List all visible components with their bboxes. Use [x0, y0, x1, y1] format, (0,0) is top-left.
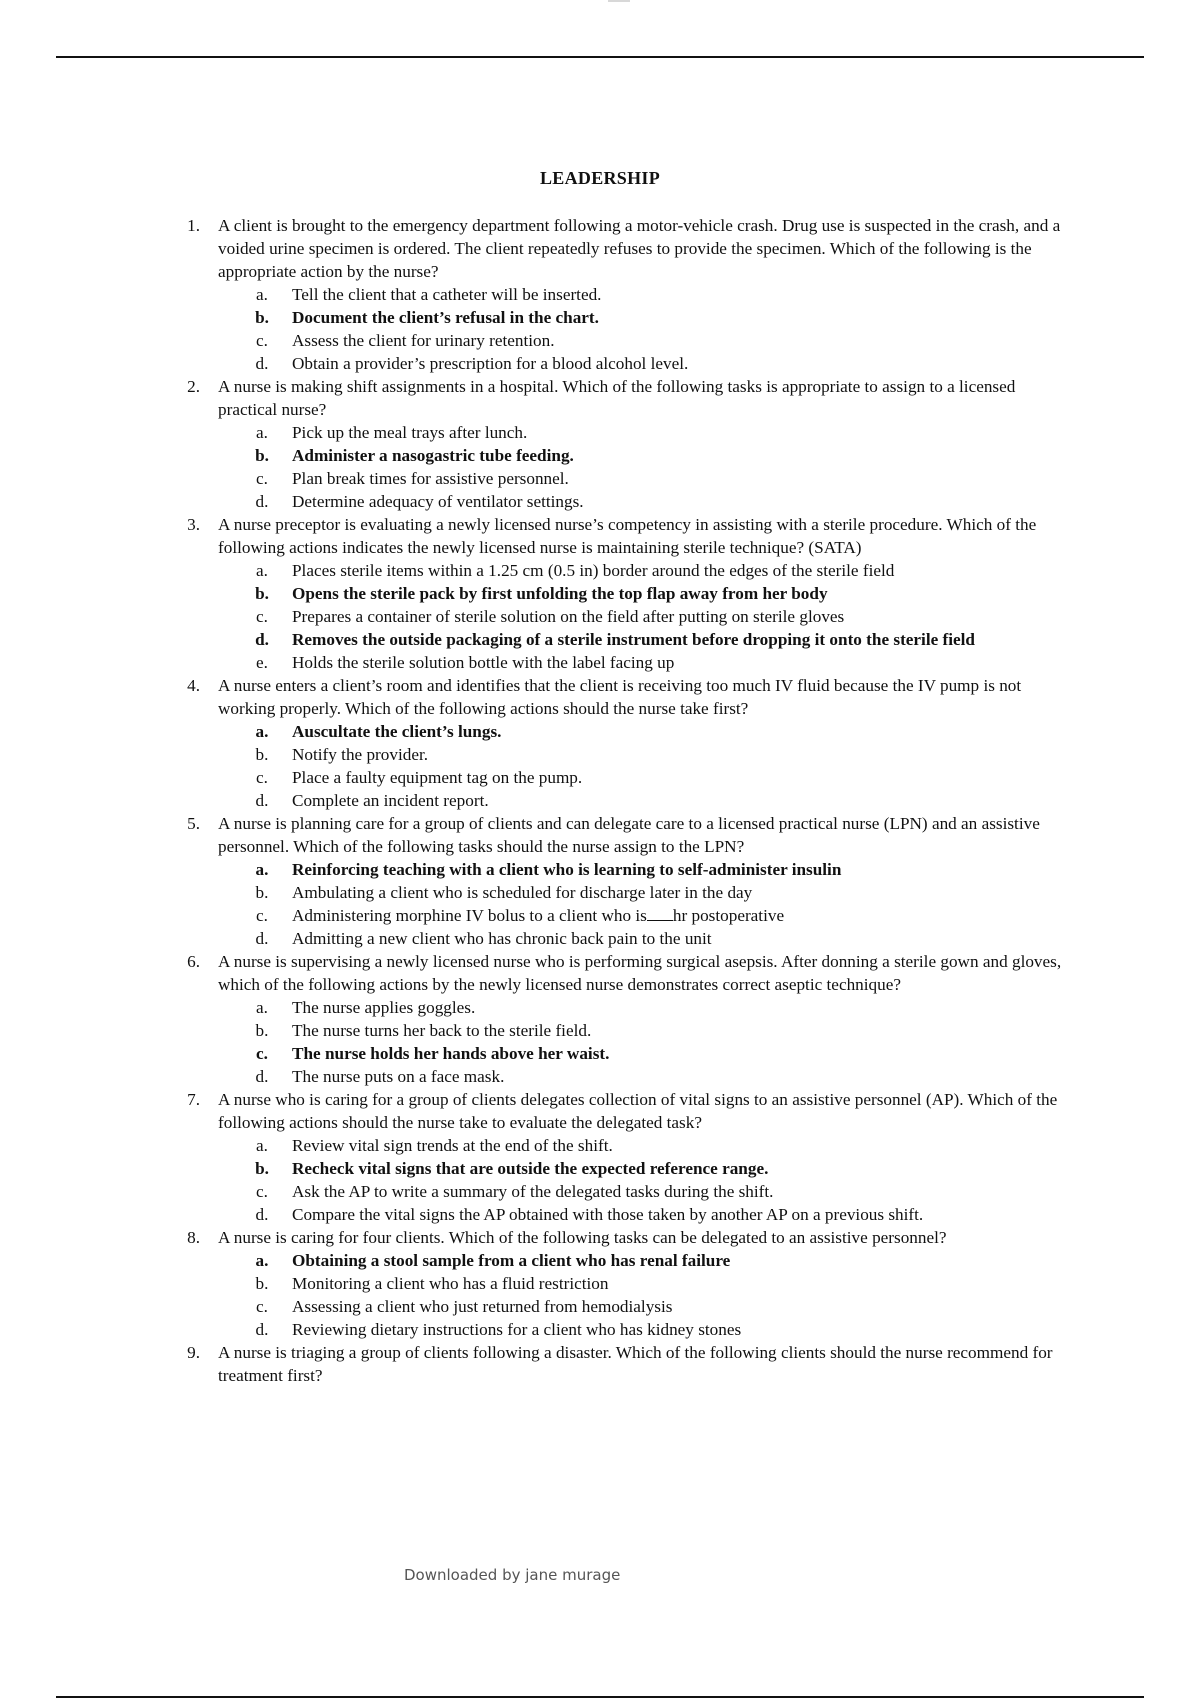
- document-title: LEADERSHIP: [539, 168, 661, 188]
- option-list: [218, 559, 1076, 674]
- header-rule: [56, 56, 1144, 58]
- option-text: Place a faulty equipment tag on the pump.: [292, 768, 583, 787]
- option-2a: [218, 421, 1076, 444]
- option-list: [218, 1249, 1076, 1341]
- option-text: The nurse puts on a face mask.: [292, 1067, 505, 1086]
- question-text: A client is brought to the emergency department following a motor-vehicle crash. Drug use is suspected in the crash, and a voided urine specimen is ordered. The client repeatedly refuses to provide the specimen. Which of the following is the appropriate action by the nurse?: [218, 216, 1061, 281]
- option-letter: c.: [256, 768, 268, 787]
- option-6c-answer: [218, 1042, 1076, 1065]
- option-6a: [218, 996, 1076, 1019]
- question-text: A nurse is caring for four clients. Which of the following tasks can be delegated to an assistive personnel?: [218, 1228, 947, 1247]
- option-text: The nurse holds her hands above her waist.: [292, 1044, 610, 1063]
- option-text: Determine adequacy of ventilator settings.: [292, 492, 584, 511]
- option-letter: c.: [256, 1182, 268, 1201]
- page-top-mark: [608, 0, 630, 2]
- option-text: Tell the client that a catheter will be inserted.: [292, 285, 602, 304]
- option-letter: d.: [255, 354, 269, 373]
- option-letter: a.: [256, 1136, 268, 1155]
- option-8b: [218, 1272, 1076, 1295]
- option-text: Complete an incident report.: [292, 791, 489, 810]
- question-number: 2.: [187, 377, 200, 396]
- option-3e: [218, 651, 1076, 674]
- download-footer: Downloaded by jane murage: [404, 1566, 621, 1584]
- option-letter: d.: [255, 1320, 269, 1339]
- option-text: Plan break times for assistive personnel.: [292, 469, 569, 488]
- option-text-before-blank: Administering morphine IV bolus to a client who is: [292, 906, 647, 925]
- question-text: A nurse is planning care for a group of clients and can delegate care to a licensed practical nurse (LPN) and an assistive personnel. Which of the following tasks should the nurse assign to the LPN?: [218, 814, 1040, 856]
- question-text: A nurse is making shift assignments in a hospital. Which of the following tasks is appropriate to assign to a licensed practical nurse?: [218, 377, 1016, 419]
- option-1c: [218, 329, 1076, 352]
- option-letter: a.: [255, 722, 269, 741]
- option-letter: b.: [255, 446, 269, 465]
- option-7a: [218, 1134, 1076, 1157]
- question-2: [176, 375, 1076, 513]
- option-text: Recheck vital signs that are outside the expected reference range.: [292, 1159, 769, 1178]
- option-letter: d.: [255, 791, 269, 810]
- question-text: A nurse preceptor is evaluating a newly licensed nurse’s competency in assisting with a sterile procedure. Which of the following actions indicates the newly licensed nurse is maintaining sterile technique? (SATA): [218, 515, 1037, 557]
- option-letter: d.: [255, 1067, 269, 1086]
- option-text: Holds the sterile solution bottle with the label facing up: [292, 653, 675, 672]
- fill-in-blank: [647, 904, 673, 921]
- option-text: Review vital sign trends at the end of the shift.: [292, 1136, 613, 1155]
- option-list: [218, 421, 1076, 513]
- option-1d: [218, 352, 1076, 375]
- option-list: [218, 996, 1076, 1088]
- question-9: [176, 1341, 1076, 1387]
- option-text: Removes the outside packaging of a sterile instrument before dropping it onto the sterile field: [292, 630, 975, 649]
- option-2b-answer: [218, 444, 1076, 467]
- question-5: [176, 812, 1076, 950]
- option-letter: a.: [256, 423, 268, 442]
- question-text: A nurse is triaging a group of clients following a disaster. Which of the following clients should the nurse recommend for treatment first?: [218, 1343, 1053, 1385]
- option-text: Assess the client for urinary retention.: [292, 331, 555, 350]
- option-letter: b.: [255, 745, 269, 764]
- option-list: [218, 720, 1076, 812]
- question-6: [176, 950, 1076, 1088]
- option-2d: [218, 490, 1076, 513]
- question-number: 6.: [187, 952, 200, 971]
- option-text: Compare the vital signs the AP obtained with those taken by another AP on a previous shift.: [292, 1205, 924, 1224]
- option-text: Prepares a container of sterile solution on the field after putting on sterile gloves: [292, 607, 845, 626]
- option-list: [218, 283, 1076, 375]
- question-number: 4.: [187, 676, 200, 695]
- question-text: A nurse who is caring for a group of clients delegates collection of vital signs to an assistive personnel (AP). Which of the following actions should the nurse take to evaluate the delegated task?: [218, 1090, 1058, 1132]
- option-text: Notify the provider.: [292, 745, 429, 764]
- option-8c: [218, 1295, 1076, 1318]
- option-3c: [218, 605, 1076, 628]
- option-7b-answer: [218, 1157, 1076, 1180]
- option-text: Assessing a client who just returned from hemodialysis: [292, 1297, 673, 1316]
- question-list: [176, 214, 1076, 1387]
- option-text: Monitoring a client who has a fluid restriction: [292, 1274, 609, 1293]
- option-text: Admitting a new client who has chronic back pain to the unit: [292, 929, 712, 948]
- option-letter: c.: [256, 1297, 268, 1316]
- option-letter: c.: [256, 607, 268, 626]
- option-text: Opens the sterile pack by first unfolding the top flap away from her body: [292, 584, 828, 603]
- option-list: [218, 858, 1076, 950]
- question-number: 9.: [187, 1343, 200, 1362]
- option-letter: c.: [256, 469, 268, 488]
- option-1a: [218, 283, 1076, 306]
- option-5c: [218, 904, 1076, 927]
- option-letter: a.: [256, 285, 268, 304]
- option-7d: [218, 1203, 1076, 1226]
- option-letter: a.: [256, 998, 268, 1017]
- option-letter: b.: [255, 1021, 269, 1040]
- option-2c: [218, 467, 1076, 490]
- option-letter: d.: [255, 630, 269, 649]
- option-4a-answer: [218, 720, 1076, 743]
- option-text: Ambulating a client who is scheduled for discharge later in the day: [292, 883, 753, 902]
- option-text: Administer a nasogastric tube feeding.: [292, 446, 574, 465]
- question-7: [176, 1088, 1076, 1226]
- option-text: The nurse applies goggles.: [292, 998, 476, 1017]
- option-letter: b.: [255, 584, 269, 603]
- option-letter: c.: [256, 331, 268, 350]
- option-7c: [218, 1180, 1076, 1203]
- option-8d: [218, 1318, 1076, 1341]
- option-4b: [218, 743, 1076, 766]
- option-letter: a.: [255, 1251, 269, 1270]
- option-letter: b.: [255, 883, 269, 902]
- option-8a-answer: [218, 1249, 1076, 1272]
- option-text: Pick up the meal trays after lunch.: [292, 423, 528, 442]
- option-letter: d.: [255, 929, 269, 948]
- option-text: Places sterile items within a 1.25 cm (0.5 in) border around the edges of the sterile field: [292, 561, 895, 580]
- option-4d: [218, 789, 1076, 812]
- option-6b: [218, 1019, 1076, 1042]
- option-3a: [218, 559, 1076, 582]
- option-6d: [218, 1065, 1076, 1088]
- option-letter: b.: [255, 1159, 269, 1178]
- option-3b-answer: [218, 582, 1076, 605]
- option-text: Reviewing dietary instructions for a client who has kidney stones: [292, 1320, 742, 1339]
- option-text: Ask the AP to write a summary of the delegated tasks during the shift.: [292, 1182, 774, 1201]
- option-letter: c.: [256, 1044, 268, 1063]
- option-text: Obtain a provider’s prescription for a blood alcohol level.: [292, 354, 689, 373]
- option-letter: e.: [256, 653, 268, 672]
- option-text: Obtaining a stool sample from a client who has renal failure: [292, 1251, 731, 1270]
- option-5b: [218, 881, 1076, 904]
- option-text: Auscultate the client’s lungs.: [292, 722, 502, 741]
- question-1: [176, 214, 1076, 375]
- question-text: A nurse enters a client’s room and identifies that the client is receiving too much IV fluid because the IV pump is not working properly. Which of the following actions should the nurse take first?: [218, 676, 1022, 718]
- option-letter: d.: [255, 492, 269, 511]
- option-text: Reinforcing teaching with a client who is learning to self-administer insulin: [292, 860, 842, 879]
- footer-rule: [56, 1696, 1144, 1698]
- option-4c: [218, 766, 1076, 789]
- option-5d: [218, 927, 1076, 950]
- question-number: 5.: [187, 814, 200, 833]
- option-text: Document the client’s refusal in the chart.: [292, 308, 599, 327]
- question-text: A nurse is supervising a newly licensed nurse who is performing surgical asepsis. After donning a sterile gown and gloves, which of the following actions by the newly licensed nurse demonstrates correct aseptic technique?: [218, 952, 1062, 994]
- option-letter: c.: [256, 906, 268, 925]
- option-text: The nurse turns her back to the sterile field.: [292, 1021, 592, 1040]
- question-number: 3.: [187, 515, 200, 534]
- option-letter: a.: [256, 561, 268, 580]
- question-3: [176, 513, 1076, 674]
- option-letter: d.: [255, 1205, 269, 1224]
- option-letter: b.: [255, 308, 269, 327]
- option-letter: a.: [255, 860, 269, 879]
- question-4: [176, 674, 1076, 812]
- question-number: 1.: [187, 216, 200, 235]
- question-number: 7.: [187, 1090, 200, 1109]
- option-list: [218, 1134, 1076, 1226]
- option-5a-answer: [218, 858, 1076, 881]
- option-3d-answer: [218, 628, 1076, 651]
- question-8: [176, 1226, 1076, 1341]
- question-number: 8.: [187, 1228, 200, 1247]
- option-1b-answer: [218, 306, 1076, 329]
- option-letter: b.: [255, 1274, 269, 1293]
- option-text-after-blank: hr postoperative: [672, 906, 785, 925]
